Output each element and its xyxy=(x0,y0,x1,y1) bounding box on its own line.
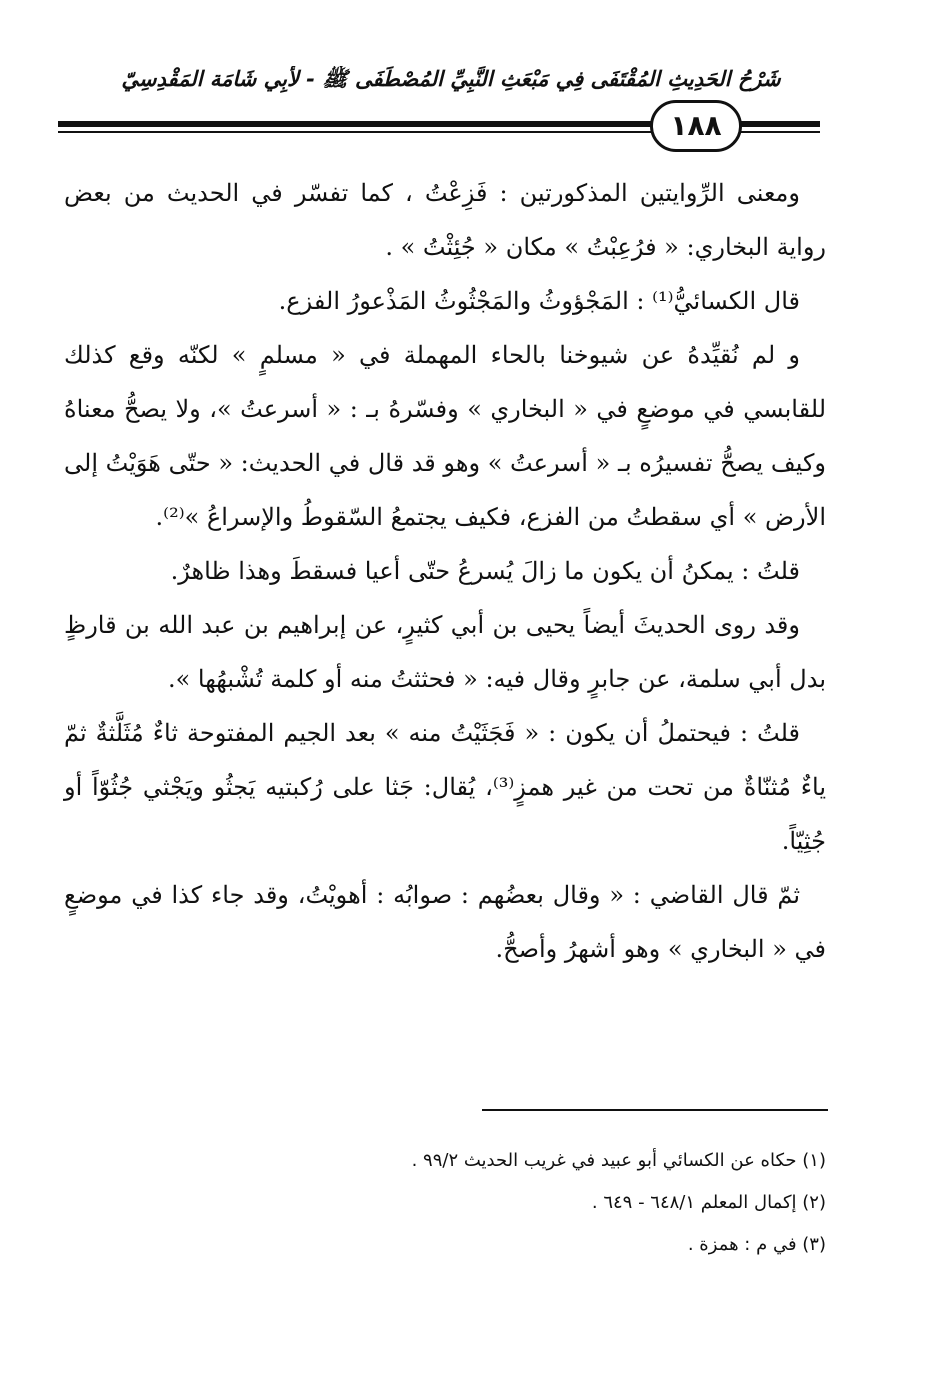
header-rule-right-thick xyxy=(736,121,820,127)
footnote: (٢) إكمال المعلم ٦٤٨/١ - ٦٤٩ . xyxy=(591,1192,826,1213)
header-rule-left-thick xyxy=(58,121,658,127)
footnote: (٣) في م : همزة . xyxy=(687,1234,826,1255)
paragraph: ثمّ قال القاضي : « وقال بعضُهم : صوابُه : أهويْتُ، وقد جاء كذا في موضعٍ في « البخاري » وهو أشهرُ وأصحُّ. xyxy=(64,881,826,963)
paragraph: قال الكسائيُّ⁽¹⁾ : المَجْؤوثُ والمَجْثُوثُ المَذْعورُ الفزع. xyxy=(278,287,800,315)
footnote-separator xyxy=(482,1109,828,1111)
paragraph: ومعنى الرِّوايتين المذكورتين : فَزِعْتُ ، كما تفسّر في الحديث من بعض رواية البخاري: « فرُعِبْتُ » مكان « جُئِثْتُ » . xyxy=(64,179,826,261)
main-text xyxy=(64,166,826,976)
running-header: شَرْحُ الحَدِيثِ المُقْتَفَى فِي مَبْعَثِ النَّبِيِّ المُصْطَفَى ﷺ - لأَبِي شَامَة المَقْدِسِيّ xyxy=(121,67,781,91)
paragraph: و لم نُقيِّدهُ عن شيوخنا بالحاء المهملة في « مسلمٍ » لكنّه وقع كذلك للقابسي في موضعٍ في « البخاري » وفسّرهُ بـ : « أسرعتُ »، ولا يصحُّ معناهُ وكيف يصحُّ تفسيرُه بـ « أسرعتُ » وهو قد قال في الحديث: « حتّى هَوَيْتُ إلى الأرض » أي سقطتُ من الفزع، فكيف يجتمعُ السّقوطُ والإسراعُ »⁽²⁾. xyxy=(64,341,826,531)
header-rule-right-thin xyxy=(736,131,820,133)
footnotes xyxy=(120,1140,826,1266)
paragraph: قلتُ : فيحتملُ أن يكون : « فَجَثَيْتُ منه » بعد الجيم المفتوحة ثاءٌ مُثَلَّثةٌ ثمّ ياءٌ مُثنّاةٌ من تحت من غير همزٍ⁽³⁾، يُقال: جَثا على رُكبتيه يَجثُو ويَجْثي جُثُوّاً أو جُثِيّاً. xyxy=(64,719,827,855)
header-rule-left-thin xyxy=(58,131,658,133)
page-number-badge: ١٨٨ xyxy=(650,100,742,152)
footnote: (١) حكاه عن الكسائي أبو عبيد في غريب الحديث ٩٩/٢ . xyxy=(411,1150,826,1171)
paragraph: وقد روى الحديثَ أيضاً يحيى بن أبي كثيرٍ، عن إبراهيم بن عبد الله بن قارظٍ بدل أبي سلمة، عن جابرٍ وقال فيه: « فحثثتُ منه أو كلمة تُشْبهُها ». xyxy=(64,611,826,693)
paragraph: قلتُ : يمكنُ أن يكون ما زالَ يُسرعُ حتّى أعيا فسقطَ وهذا ظاهرٌ. xyxy=(170,557,800,585)
